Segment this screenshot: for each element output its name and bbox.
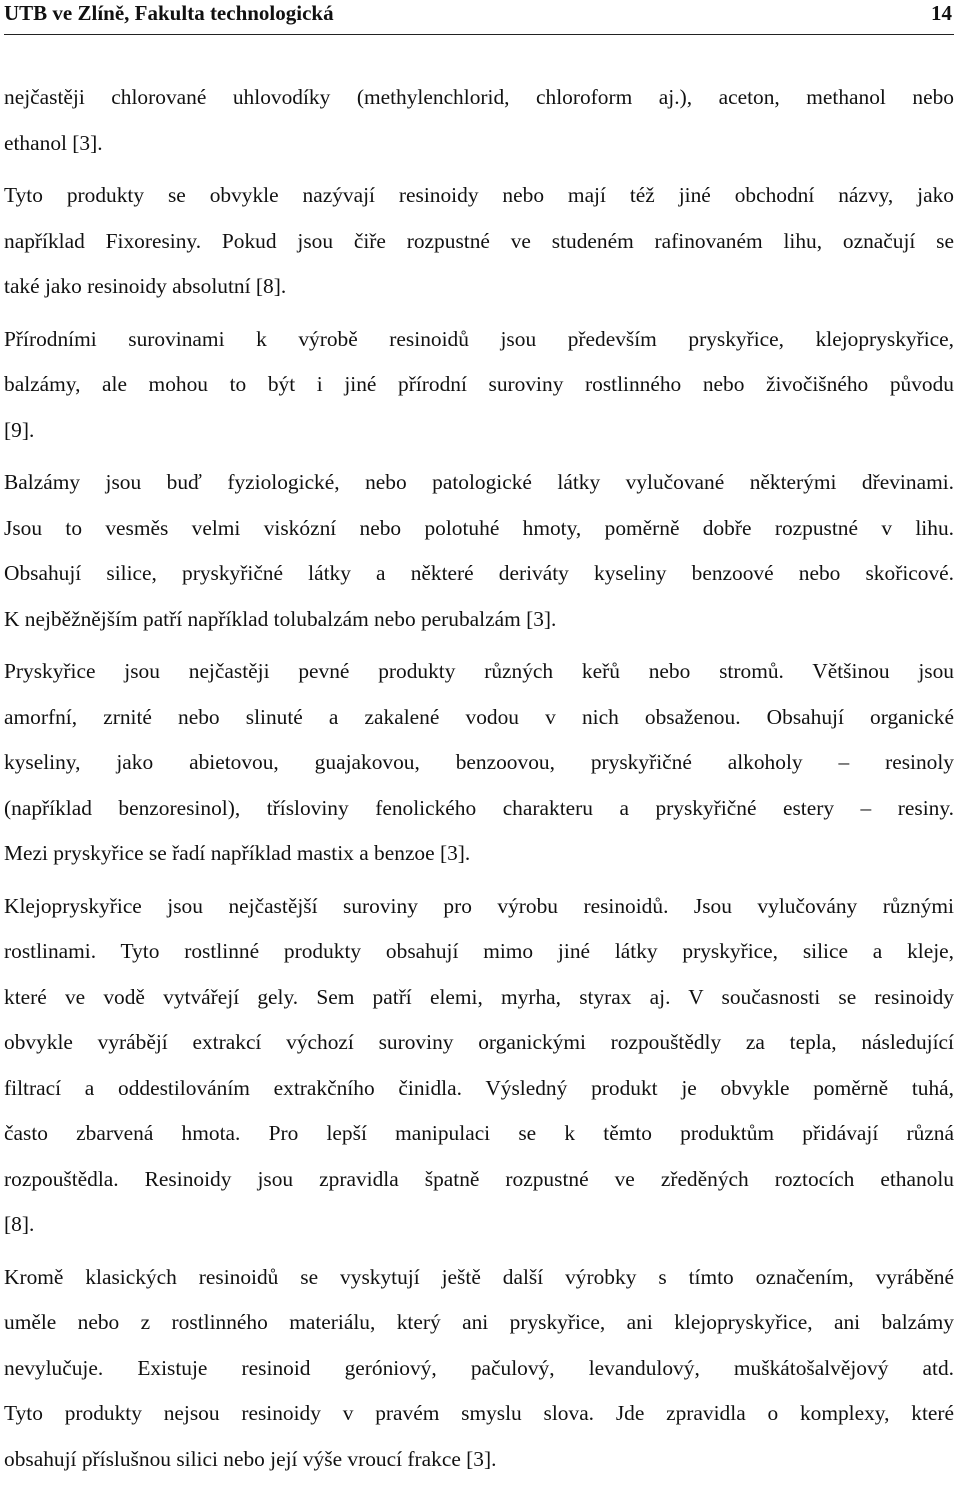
paragraph-line: [9]. [4, 417, 35, 442]
paragraph-line: nejčastěji chlorované uhlovodíky (methylenchlorid, chloroform aj.), aceton, methanol nebo [4, 85, 954, 109]
paragraph-line: kyseliny, jako abietovou, guajakovou, benzoovou, pryskyřičné alkoholy – resinoly [4, 750, 954, 774]
paragraph-line: balzámy, ale mohou to být i jiné přírodní suroviny rostlinného nebo živočišného původu [4, 372, 954, 396]
paragraph-balsams [4, 460, 954, 642]
paragraph-line: (například benzoresinol), třísloviny fenolického charakteru a pryskyřičné estery – resiny. [4, 795, 954, 820]
paragraph-line: Balzámy jsou buď fyziologické, nebo patologické látky vylučované některými dřevinami. [4, 470, 954, 494]
paragraph-line: amorfní, zrnité nebo slinuté a zakalené vodou v nich obsaženou. Obsahují organické [4, 704, 954, 729]
paragraph-line: například Fixoresiny. Pokud jsou čiře rozpustné ve studeném rafinovaném lihu, označují se [4, 228, 954, 253]
header-title: UTB ve Zlíně, Fakulta technologická [4, 1, 334, 25]
paragraph-line: uměle nebo z rostlinného materiálu, který ani pryskyřice, ani klejopryskyřice, ani balzámy [4, 1310, 954, 1334]
paragraph-line: obsahují příslušnou silici nebo její výše vroucí frakce [3]. [4, 1446, 497, 1471]
paragraph-line: Klejopryskyřice jsou nejčastější suroviny pro výrobu resinoidů. Jsou vylučovány různými [4, 893, 954, 918]
document-body [4, 75, 954, 1482]
paragraph-resins [4, 649, 954, 877]
paragraph-line: Tyto produkty nejsou resinoidy v pravém smyslu slova. Jde zpravidla o komplexy, které [4, 1401, 954, 1425]
paragraph-line: K nejběžnějším patří například tolubalzám nebo perubalzám [3]. [4, 606, 557, 631]
paragraph-line: rozpouštědla. Resinoidy jsou zpravidla špatně rozpustné ve zředěných roztocích ethanolu [4, 1166, 954, 1191]
paragraph-line: rostlinami. Tyto rostlinné produkty obsahují mimo jiné látky pryskyřice, silice a kleje, [4, 939, 954, 963]
page-header [4, 0, 954, 35]
paragraph-line: Kromě klasických resinoidů se vyskytují ještě další výrobky s tímto označením, vyráběné [4, 1264, 954, 1289]
paragraph-line: Jsou to vesměs velmi viskózní nebo polotuhé hmoty, poměrně dobře rozpustné v lihu. [4, 515, 954, 540]
paragraph-line: často zbarvená hmota. Pro lepší manipulaci se k těmto produktům přidávají různá [4, 1121, 954, 1145]
paragraph-line: Tyto produkty se obvykle nazývají resinoidy nebo mají též jiné obchodní názvy, jako [4, 183, 954, 207]
paragraph-line: Mezi pryskyřice se řadí například mastix a benzoe [3]. [4, 841, 471, 865]
paragraph-line: obvykle vyrábějí extrakcí výchozí suroviny organickými rozpouštědly za tepla, následující [4, 1030, 954, 1054]
paragraph-line: nevylučuje. Existuje resinoid geróniový, pačulový, levandulový, muškátošalvějový atd. [4, 1355, 954, 1380]
paragraph-line: Obsahují silice, pryskyřičné látky a některé deriváty kyseliny benzoové nebo skořicové. [4, 561, 954, 585]
paragraph-line: které ve vodě vytvářejí gely. Sem patří elemi, myrha, styrax aj. V současnosti se resinoidy [4, 984, 954, 1009]
paragraph-line: filtrací a oddestilováním extrakčního činidla. Výsledný produkt je obvykle poměrně tuhá, [4, 1075, 954, 1100]
paragraph-line: ethanol [3]. [4, 130, 103, 155]
paragraph-gum-resins [4, 884, 954, 1248]
paragraph-resinoid-names [4, 173, 954, 310]
paragraph-other-resinoids [4, 1255, 954, 1483]
page-number: 14 [931, 1, 952, 25]
paragraph-solvents [4, 75, 954, 166]
paragraph-line: také jako resinoidy absolutní [8]. [4, 274, 287, 298]
paragraph-line: Přírodními surovinami k výrobě resinoidů jsou především pryskyřice, klejopryskyřice, [4, 326, 954, 351]
paragraph-line: Pryskyřice jsou nejčastěji pevné produkty různých keřů nebo stromů. Většinou jsou [4, 659, 954, 683]
paragraph-line: [8]. [4, 1212, 35, 1236]
paragraph-raw-materials [4, 317, 954, 454]
